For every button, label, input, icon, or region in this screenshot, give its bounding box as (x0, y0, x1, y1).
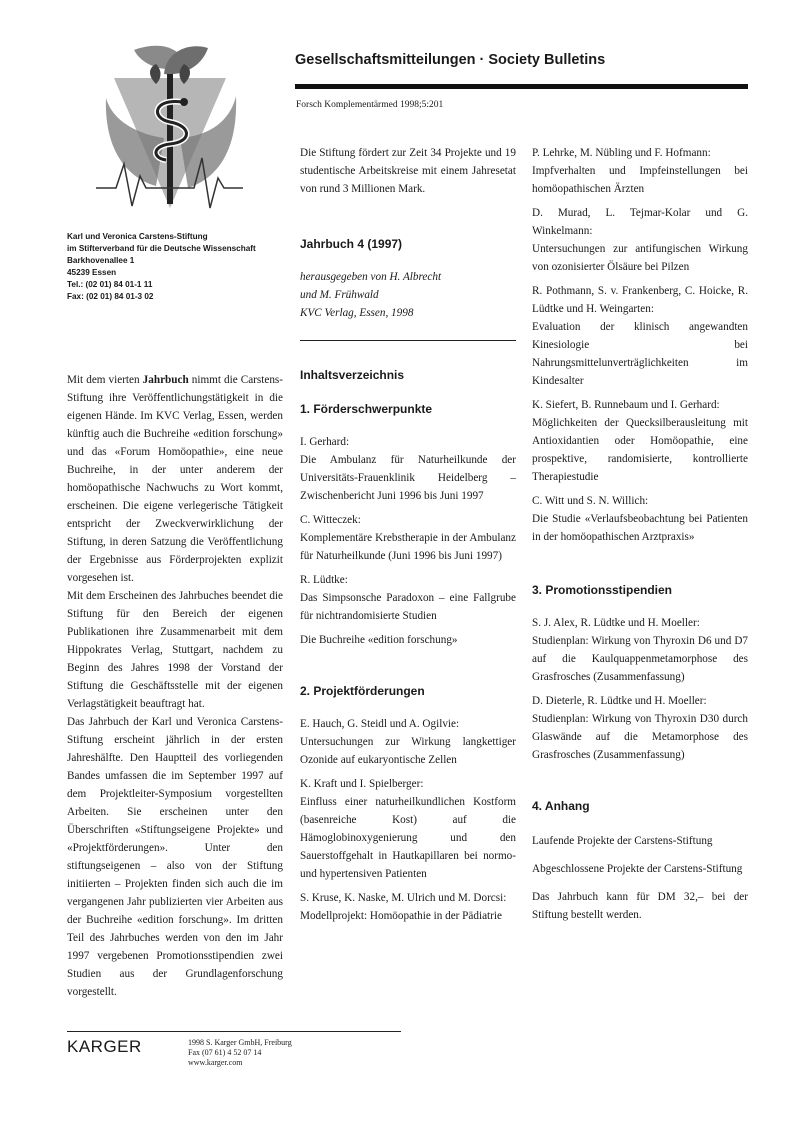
toc-entry (532, 492, 748, 546)
caduceus-plant-icon (96, 38, 243, 224)
toc-title: Inhaltsverzeichnis (300, 368, 405, 382)
toc-entry (300, 511, 516, 565)
entry-title: Einfluss einer naturheilkundlichen Kostform (basenreiche Kost) auf die Hämoglobinoxygenierung und den Sauerstoffgehalt in Hautkapillaren bei normo- und hypertensiven Patienten (300, 796, 516, 880)
column-middle (300, 144, 516, 931)
appendix-item: Laufende Projekte der Carstens-Stiftung (532, 835, 713, 847)
toc-entry (532, 396, 748, 486)
page-title: Gesellschaftsmitteilungen · Society Bulletins (295, 52, 606, 68)
toc-entry (300, 571, 516, 625)
entry-title: Studienplan: Wirkung von Thyroxin D30 durch Glaswände auf die Metamorphose des Grasfrosches (Zusammenfassung) (532, 713, 748, 761)
entry-authors: K. Siefert, B. Runnebaum und I. Gerhard: (532, 399, 720, 411)
editors-line: und M. Frühwald (300, 289, 379, 301)
address-line: 45239 Essen (67, 268, 117, 277)
book-title: Jahrbuch 4 (1997) (300, 237, 403, 251)
entry-authors: R. Pothmann, S. v. Frankenberg, C. Hoicke, R. Lüdtke und H. Weingarten: (532, 285, 748, 315)
paragraph: Das Jahrbuch der Karl und Veronica Carstens-Stiftung erscheint jährlich in der ersten Jahreshälfte. Den Hauptteil des vorliegenden Bandes umfassen die im September 1997 auf dem Projektleiter-Symposium vorgestellten Arbeiten. Sie erscheinen unter den Überschriften «Stiftungseigene Projekte» und «Projektförderungen». Unter den stiftungseigenen – also von der Stiftung initiierten – Projekten finden sich auch die im vergangenen Jahr publizierten vier Arbeiten aus der Buchreihe «edition forschung». Im dritten Teil des Jahrbuches werden von den im Jahr 1997 vergebenen Promotionsstipendien zwei Studien aus der Grundlagenforschung vorgestellt. (67, 716, 283, 998)
entry-authors: D. Murad, L. Tejmar-Kolar und G. Winkelmann: (532, 207, 748, 237)
entry-title: Untersuchungen zur antifungischen Wirkung von ozonisierter Ölsäure bei Pilzen (532, 243, 748, 273)
foundation-logo (96, 38, 243, 224)
foundation-address (67, 231, 295, 303)
toc-entry (532, 282, 748, 390)
toc-entry (532, 692, 748, 764)
text: Mit dem vierten (67, 374, 143, 386)
entry-title: Möglichkeiten der Quecksilberausleitung mit Antioxidantien oder Homöopathie, eine prospektive, randomisierte, kontrollierte Therapiestudie (532, 417, 748, 483)
entry-authors: E. Hauch, G. Steidl und A. Ogilvie: (300, 718, 460, 730)
entry-authors: K. Kraft und I. Spielberger: (300, 778, 424, 790)
toc-entry (300, 433, 516, 505)
entry-title: Die Buchreihe «edition forschung» (300, 634, 458, 646)
footer-rule (67, 1031, 401, 1032)
entry-authors: R. Lüdtke: (300, 574, 348, 586)
publisher-info (188, 1038, 292, 1068)
toc-entry (532, 144, 748, 198)
appendix-item: Abgeschlossene Projekte der Carstens-Stiftung (532, 863, 743, 875)
paragraph: Mit dem Erscheinen des Jahrbuches beendet die Stiftung für den Bereich der eigenen Publikationen ihre Zusammenarbeit mit dem Hippokrates Verlag, Stuttgart, nachdem zu Beginn des Jahres 1998 der Vorstand der Stiftung die Geschäftsstelle mit der eigenen Verlagstätigkeit beauftragt hat. (67, 590, 283, 710)
entry-title: Untersuchungen zur Wirkung langkettiger Ozonide auf eukaryontische Zellen (300, 736, 516, 766)
intro-paragraph: Die Stiftung fördert zur Zeit 34 Projekte und 19 studentische Arbeitskreise mit einem Jahresetat von rund 3 Millionen Mark. (300, 147, 516, 195)
address-line: Fax: (02 01) 84 01-3 02 (67, 292, 154, 301)
toc-entry (300, 715, 516, 769)
entry-title: Die Studie «Verlaufsbeobachtung bei Patienten in der homöopathischen Arztpraxis» (532, 513, 748, 543)
address-line: Barkhovenallee 1 (67, 256, 135, 265)
address-line: Tel.: (02 01) 84 01-1 11 (67, 280, 153, 289)
entry-authors: I. Gerhard: (300, 436, 350, 448)
text: nimmt die Carstens-Stiftung ihre Veröffentlichungstätigkeit in die eigenen Hände. Im KVC Verlag, Essen, werden künftig auch die Buchreihe «edition forschung» und das «Forum Homöopathie», eine neue Buchreihe, in der unter anderem der homöopathische Nachwuchs zu Wort kommt, erscheinen. Die eigene verlegerische Tätigkeit entspricht der Zweckverwirklichung der Stiftung, in deren Satzung die Veröffentlichung der Ergebnisse aus Förderprojekten explizit vorgesehen ist. (67, 374, 283, 584)
toc-entry (300, 775, 516, 883)
header-rule (295, 84, 748, 89)
section-heading: 3. Promotionsstipendien (532, 583, 673, 597)
entry-authors: S. Kruse, K. Naske, M. Ulrich und M. Dorcsi: (300, 892, 507, 904)
publisher-logo: KARGER (67, 1037, 142, 1056)
entry-title: Impfverhalten und Impfeinstellungen bei homöopathischen Ärzten (532, 165, 748, 195)
entry-title: Das Simpsonsche Paradoxon – eine Fallgrube für nichtrandomisierte Studien (300, 592, 516, 622)
editors-line: herausgegeben von H. Albrecht (300, 271, 442, 283)
entry-authors: C. Witteczek: (300, 514, 361, 526)
toc-entry (532, 204, 748, 276)
toc-entry (300, 631, 516, 649)
section-heading: 2. Projektförderungen (300, 684, 425, 698)
publisher-website[interactable]: www.karger.com (188, 1058, 243, 1067)
paragraph (67, 371, 283, 587)
entry-authors: D. Dieterle, R. Lüdtke und H. Moeller: (532, 695, 707, 707)
section-heading: 1. Förderschwerpunkte (300, 402, 433, 416)
toc-entry (300, 889, 516, 925)
emphasis-jahrbuch: Jahrbuch (142, 374, 189, 386)
entry-authors: P. Lehrke, M. Nübling und F. Hofmann: (532, 147, 711, 159)
entry-title: Studienplan: Wirkung von Thyroxin D6 und D7 auf die Kaulquappenmetamorphose des Grasfrosches (Zusammenfassung) (532, 635, 748, 683)
publisher-copyright: 1998 S. Karger GmbH, Freiburg (188, 1038, 292, 1047)
entry-title: Evaluation der klinisch angewandten Kinesiologie bei Nahrungsmittelunverträglichkeiten im Kindesalter (532, 321, 748, 387)
column-left (67, 371, 283, 1001)
entry-authors: C. Witt und S. N. Willich: (532, 495, 649, 507)
address-line: Karl und Veronica Carstens-Stiftung (67, 232, 208, 241)
address-line: im Stifterverband für die Deutsche Wissenschaft (67, 244, 256, 253)
section-heading: 4. Anhang (532, 799, 590, 813)
journal-citation: Forsch Komplementärmed 1998;5:201 (296, 100, 444, 110)
publisher-line: KVC Verlag, Essen, 1998 (300, 307, 414, 319)
entry-title: Modellprojekt: Homöopathie in der Pädiatrie (300, 910, 502, 922)
column-right (532, 144, 748, 930)
toc-entry (532, 614, 748, 686)
appendix-item: Das Jahrbuch kann für DM 32,– bei der Stiftung bestellt werden. (532, 891, 748, 921)
publisher-fax: Fax (07 61) 4 52 07 14 (188, 1048, 262, 1057)
entry-title: Die Ambulanz für Naturheilkunde der Universitäts-Frauenklinik Heidelberg – Zwischenbericht Juni 1996 bis Juni 1997 (300, 454, 516, 502)
entry-title: Komplementäre Krebstherapie in der Ambulanz für Naturheilkunde (Juni 1996 bis Juni 1997) (300, 532, 516, 562)
entry-authors: S. J. Alex, R. Lüdtke und H. Moeller: (532, 617, 700, 629)
